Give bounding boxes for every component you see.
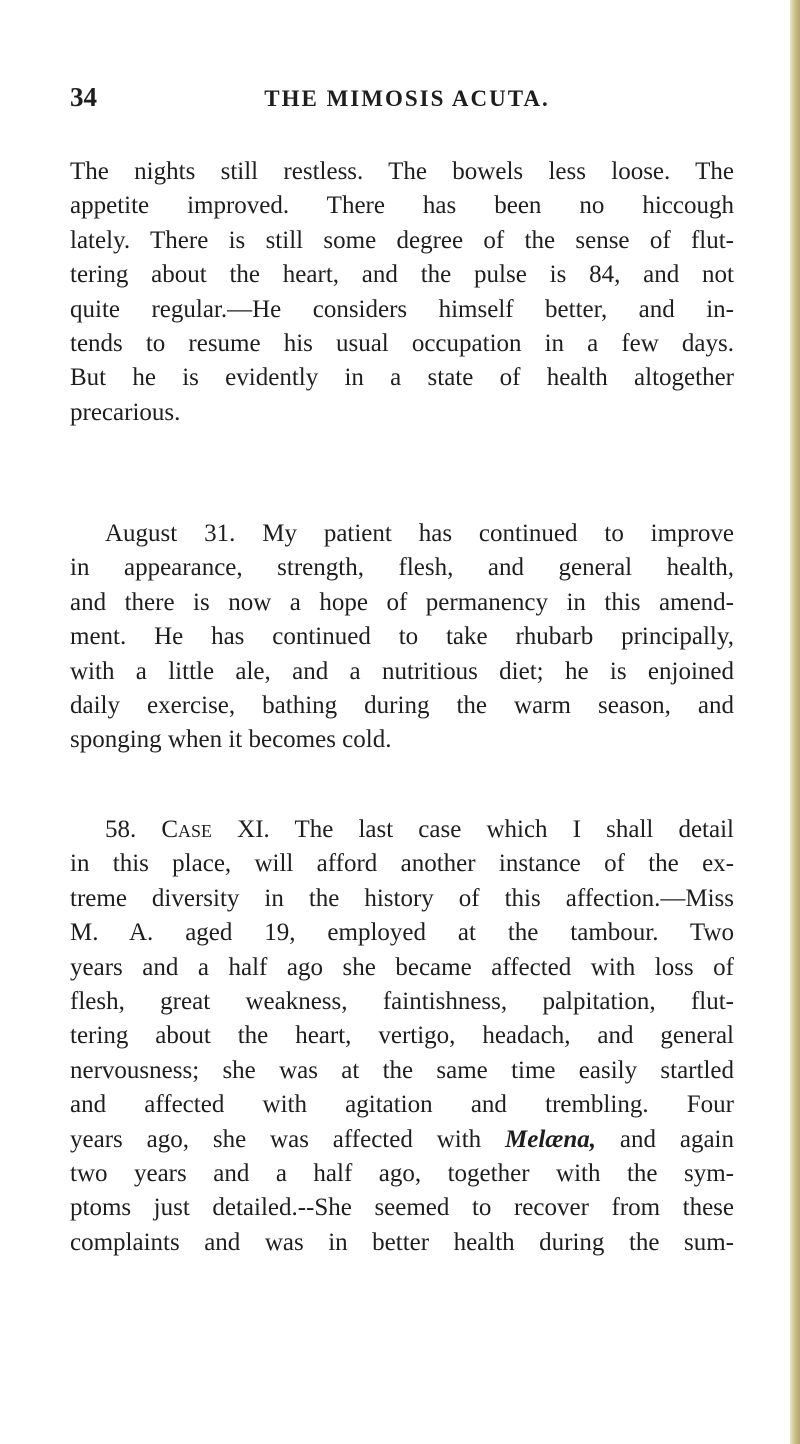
paragraph-2 — [70, 517, 734, 758]
text-line: treme diversity in the history of this affection.—Miss — [70, 884, 734, 912]
text-line: tends to resume his usual occupation in a few days. — [70, 329, 734, 357]
text-line: complaints and was in better health during the sum- — [70, 1228, 734, 1256]
text-line: sponging when it becomes cold. — [70, 726, 392, 754]
text-line: M. A. aged 19, employed at the tambour. Two — [70, 919, 734, 947]
text-line: August 31. My patient has continued to improve — [105, 520, 734, 547]
text-line: flesh, great weakness, faintishness, palpitation, flut- — [70, 987, 734, 1015]
text-line: years and a half ago she became affected with loss of — [70, 953, 734, 981]
text-line: daily exercise, bathing during the warm season, and — [70, 691, 734, 719]
text-line: But he is evidently in a state of health altogether — [70, 364, 734, 392]
text-line: in this place, will afford another instance of the ex- — [70, 850, 734, 878]
paragraph-1 — [70, 155, 734, 430]
italic-term: Melæna, — [505, 1125, 597, 1153]
text-run: The last case which I shall detail — [294, 816, 734, 843]
page-edge — [790, 0, 800, 1444]
text-line: and there is now a hope of permanency in this amend- — [70, 588, 734, 616]
case-heading-line — [70, 813, 734, 847]
page-header — [70, 82, 730, 132]
text-line: appetite improved. There has been no hiccough — [70, 192, 734, 220]
case-label: Case XI. — [161, 816, 270, 843]
page-number: 34 — [70, 82, 97, 112]
text-line: nervousness; she was at the same time easily startled — [70, 1056, 734, 1084]
text-run: and again — [619, 1125, 734, 1153]
text-line: tering about the heart, and the pulse is 84, and not — [70, 261, 734, 289]
text-line: ment. He has continued to take rhubarb principally, — [70, 623, 734, 651]
text-line: lately. There is still some degree of the sense of flut- — [70, 226, 734, 254]
paragraph-3 — [70, 813, 734, 1260]
text-run: years ago, she was affected with — [70, 1125, 482, 1153]
text-line: The nights still restless. The bowels less loose. The — [70, 158, 734, 185]
melaena-line — [70, 1123, 734, 1157]
section-number: 58. — [105, 816, 137, 843]
text-line: precarious. — [70, 398, 181, 426]
text-line: tering about the heart, vertigo, headach, and general — [70, 1022, 734, 1050]
text-line: with a little ale, and a nutritious diet; he is enjoined — [70, 657, 734, 685]
text-line: ptoms just detailed.--She seemed to recover from these — [70, 1194, 734, 1222]
text-line: in appearance, strength, flesh, and general health, — [70, 554, 734, 582]
text-line: two years and a half ago, together with the sym- — [70, 1159, 734, 1187]
running-head: THE MIMOSIS ACUTA. — [264, 86, 550, 111]
text-line: quite regular.—He considers himself better, and in- — [70, 295, 734, 323]
text-line: and affected with agitation and trembling. Four — [70, 1091, 734, 1119]
